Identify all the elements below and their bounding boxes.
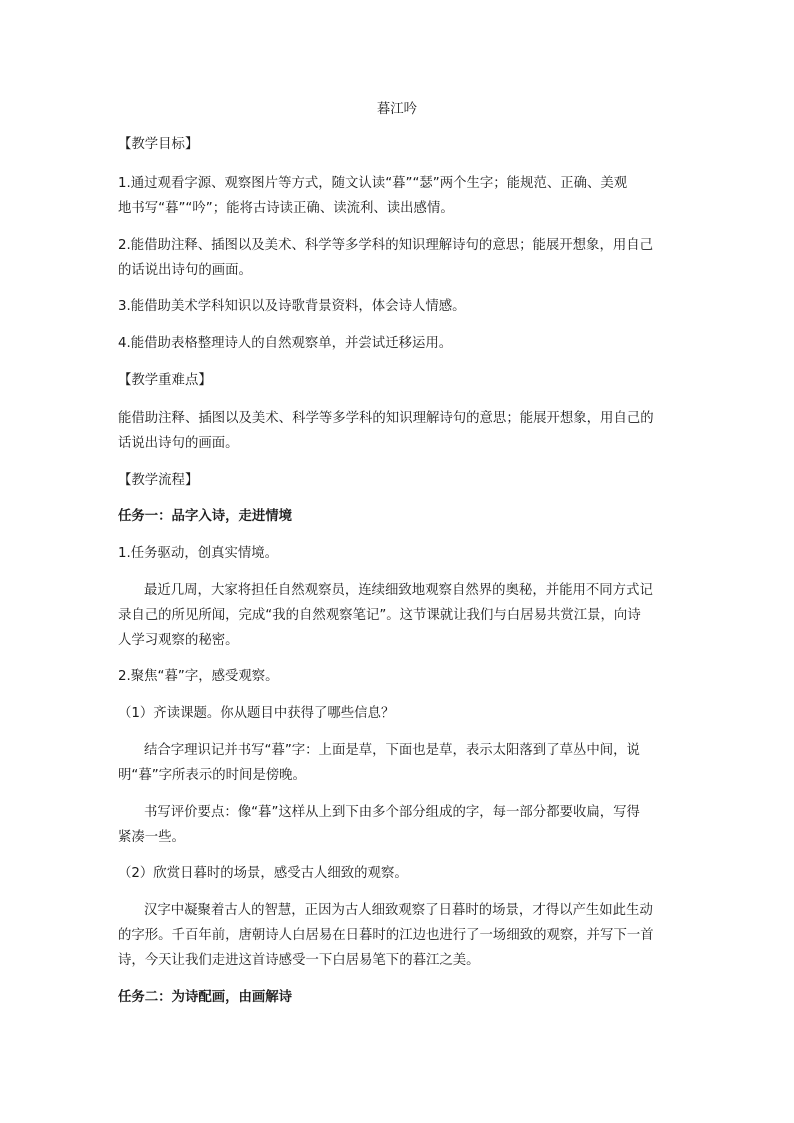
goal-3: 3.能借助美术学科知识以及诗歌背景资料，体会诗人情感。 — [118, 299, 466, 314]
step-2: 2.聚焦“暮”字，感受观察。 — [118, 669, 279, 684]
sub-step-2-paragraph-line-2: 的字形。千百年前，唐朝诗人白居易在日暮时的江边也进行了一场细致的观察，并写下一首 — [118, 928, 654, 943]
section-heading-goals: 【教学目标】 — [118, 137, 199, 152]
sub-step-2-paragraph-line-1: 汉字中凝聚着古人的智慧，正因为古人细致观察了日暮时的场景，才得以产生如此生动 — [144, 903, 653, 918]
sub-step-2: （2）欣赏日暮时的场景，感受古人细致的观察。 — [118, 866, 408, 881]
sub-step-1-paragraph-1-line-2: 明“暮”字所表示的时间是傍晚。 — [118, 768, 306, 783]
sub-step-1-paragraph-2-line-1: 书写评价要点：像“暮”这样从上到下由多个部分组成的字，每一部分都要收扁，写得 — [144, 805, 640, 820]
sub-step-1-paragraph-2-line-2: 紧凑一些。 — [118, 830, 185, 845]
step-1-paragraph-line-3: 人学习观察的秘密。 — [118, 633, 239, 648]
goal-2-line-1: 2.能借助注释、插图以及美术、科学等多学科的知识理解诗句的意思；能展开想象，用自己 — [118, 238, 654, 253]
sub-step-2-paragraph-line-3: 诗，今天让我们走进这首诗感受一下白居易笔下的暮江之美。 — [118, 953, 480, 968]
key-points-line-1: 能借助注释、插图以及美术、科学等多学科的知识理解诗句的意思；能展开想象，用自己的 — [118, 411, 654, 426]
goal-2-line-2: 的话说出诗句的画面。 — [118, 263, 252, 278]
step-1-paragraph-line-2: 录自己的所见所闻，完成“我的自然观察笔记”。这节课就让我们与白居易共赏江景，向诗 — [118, 608, 641, 623]
document-title: 暮江吟 — [376, 102, 418, 117]
task-2-heading: 任务二：为诗配画，由画解诗 — [118, 990, 293, 1005]
task-1-heading: 任务一：品字入诗，走进情境 — [118, 509, 293, 524]
sub-step-1-paragraph-1-line-1: 结合字理识记并书写“暮”字：上面是草，下面也是草，表示太阳落到了草丛中间，说 — [144, 743, 640, 758]
goal-1-line-2: 地书写“暮”“吟”；能将古诗读正确、读流利、读出感情。 — [118, 201, 454, 216]
key-points-line-2: 话说出诗句的画面。 — [118, 436, 239, 451]
goal-1-line-1: 1.通过观看字源、观察图片等方式，随文认读“暮”“瑟”两个生字；能规范、正确、美观 — [118, 176, 628, 191]
section-heading-process: 【教学流程】 — [118, 473, 199, 488]
sub-step-1: （1）齐读课题。你从题目中获得了哪些信息？ — [118, 706, 395, 721]
step-1: 1.任务驱动，创真实情境。 — [118, 546, 279, 561]
step-1-paragraph-line-1: 最近几周，大家将担任自然观察员，连续细致地观察自然界的奥秘，并能用不同方式记 — [144, 583, 653, 598]
section-heading-key-points: 【教学重难点】 — [118, 373, 212, 388]
goal-4: 4.能借助表格整理诗人的自然观察单，并尝试迁移运用。 — [118, 336, 453, 351]
